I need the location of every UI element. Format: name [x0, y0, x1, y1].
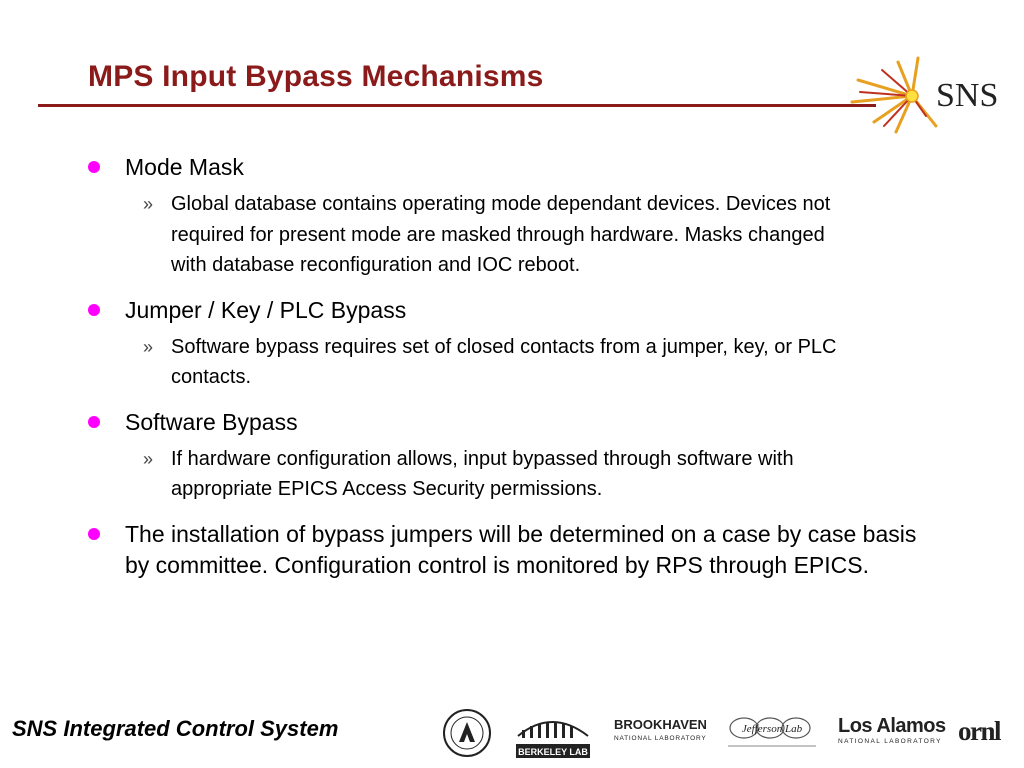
bullet-list — [88, 152, 948, 595]
sub-bullet — [88, 189, 948, 281]
jefferson-lab-label: Jefferson Lab — [741, 723, 803, 735]
bullet-text: Software Bypass — [125, 408, 298, 435]
ornl-label: ornl — [958, 716, 1001, 746]
sub-bullet-marker: » — [143, 194, 154, 214]
sub-bullet-marker: » — [143, 448, 154, 469]
bullet-dot-icon — [88, 416, 100, 428]
bullet-text: Mode Mask — [125, 154, 244, 180]
bullet-dot-icon — [88, 304, 100, 316]
los-alamos-label: Los Alamos — [838, 715, 946, 737]
partner-logos — [440, 700, 1020, 764]
brookhaven-logo — [612, 716, 712, 746]
bullet-dot-icon — [88, 528, 100, 540]
bullet-dot-icon — [88, 161, 100, 173]
ornl-logo — [956, 714, 1018, 746]
sns-logo-text: SNS — [936, 77, 998, 114]
footer-title: SNS Integrated Control System — [12, 716, 339, 741]
sub-bullet — [88, 332, 948, 393]
slide-title: MPS Input Bypass Mechanisms — [88, 60, 544, 93]
argonne-seal-icon — [442, 706, 492, 760]
bullet-text: The installation of bypass jumpers will be determined on a case by case basis by committee. Configuration control is monitored by RPS through EPICS. — [125, 520, 917, 578]
sub-bullet-text: Global database contains operating mode dependant devices. Devices not required for present mode are masked through hardware. Masks changed with database reconfiguration and IOC reboot. — [171, 193, 831, 276]
los-alamos-sublabel: NATIONAL LABORATORY — [838, 738, 942, 745]
brookhaven-label: BROOKHAVEN — [614, 717, 707, 732]
bullet-item-mode-mask — [88, 152, 948, 281]
los-alamos-logo — [836, 714, 946, 748]
bullet-item-software-bypass — [88, 407, 948, 505]
brookhaven-sublabel: NATIONAL LABORATORY — [614, 735, 707, 742]
bullet-item-jumper-key — [88, 295, 948, 393]
bullet-text: Jumper / Key / PLC Bypass — [125, 296, 407, 323]
sub-bullet-text: If hardware configuration allows, input bypassed through software with appropriate EPICS Access Security permissions. — [171, 447, 794, 500]
sns-starburst-icon — [838, 52, 998, 138]
berkeley-lab-logo — [512, 704, 594, 760]
sub-bullet-marker: » — [143, 336, 154, 357]
jefferson-lab-logo — [722, 710, 822, 752]
sub-bullet — [88, 444, 948, 505]
berkeley-lab-label: BERKELEY LAB — [518, 747, 588, 757]
sub-bullet-text: Software bypass requires set of closed contacts from a jumper, key, or PLC contacts. — [171, 335, 837, 388]
title-rule — [38, 104, 876, 107]
bullet-item-installation — [88, 519, 948, 581]
